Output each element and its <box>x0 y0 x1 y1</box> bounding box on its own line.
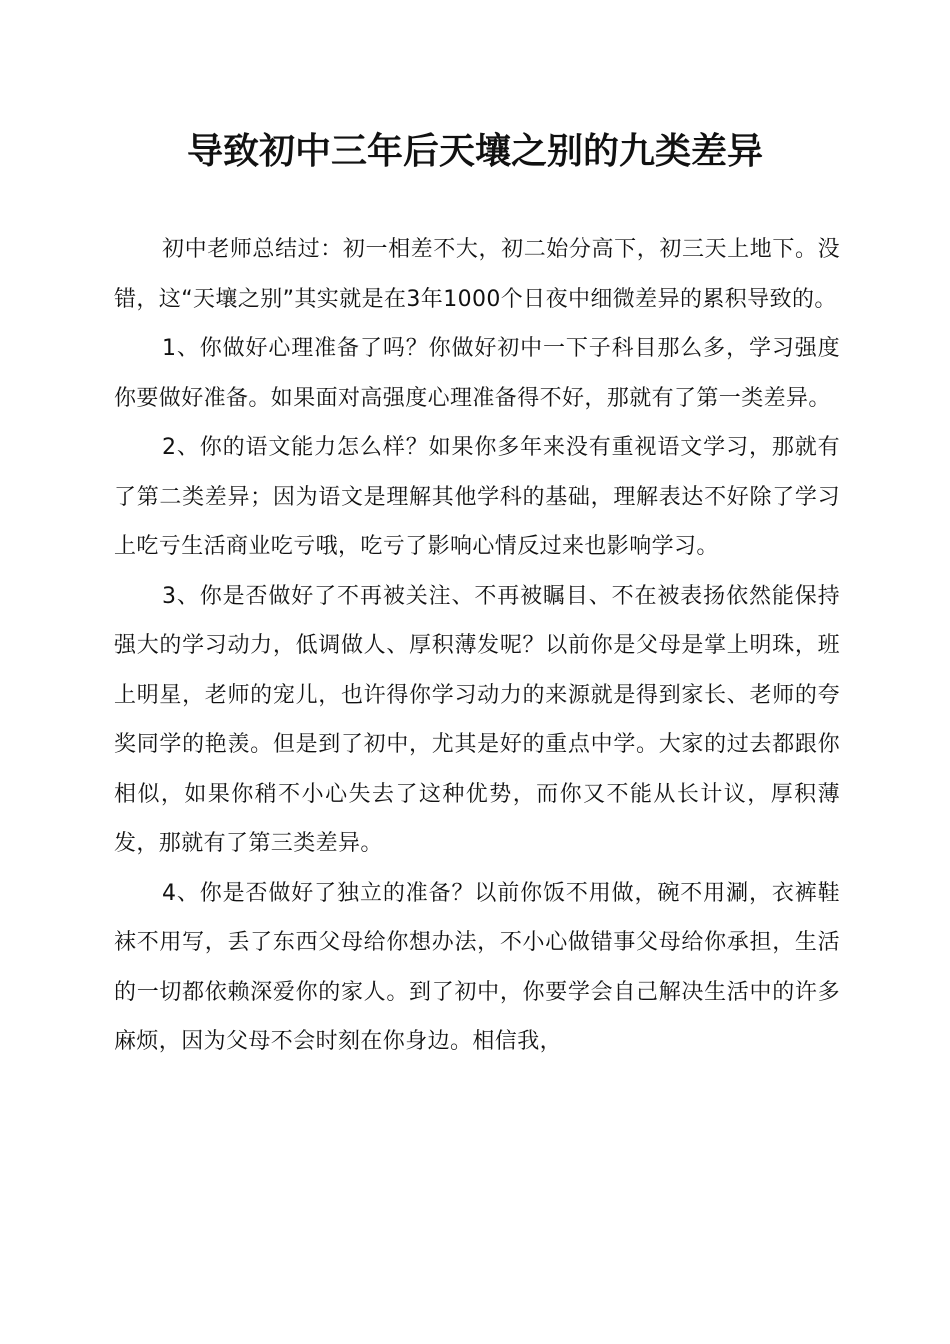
paragraph-intro: 初中老师总结过：初一相差不大，初二始分高下，初三天上地下。没错，这“天壤之别”其实就是在3年1000个日夜中细微差异的累积导致的。 <box>114 237 840 312</box>
paragraph-item-1: 1、你做好心理准备了吗？你做好初中一下子科目那么多，学习强度你要做好准备。如果面对高强度心理准备得不好，那就有了第一类差异。 <box>114 336 840 411</box>
document-title: 导致初中三年后天壤之别的九类差异 <box>186 131 763 172</box>
paragraph-item-4: 4、你是否做好了独立的准备？以前你饭不用做，碗不用涮，衣裤鞋袜不用写，丢了东西父母给你想办法，不小心做错事父母给你承担，生活的一切都依赖深爱你的家人。到了初中，你要学会自己解决生活中的许多麻烦，因为父母不会时刻在你身边。相信我， <box>114 880 840 1054</box>
paragraph-item-3: 3、你是否做好了不再被关注、不再被瞩目、不在被表扬依然能保持强大的学习动力，低调做人、厚积薄发呢？以前你是父母是掌上明珠，班上明星，老师的宠儿，也许得你学习动力的来源就是得到家长、老师的夸奖同学的艳羡。但是到了初中，尤其是好的重点中学。大家的过去都跟你相似，如果你稍不小心失去了这种优势，而你又不能从长计议，厚积薄发，那就有了第三类差异。 <box>114 583 840 856</box>
paragraph-item-2: 2、你的语文能力怎么样？如果你多年来没有重视语文学习，那就有了第二类差异；因为语文是理解其他学科的基础，理解表达不好除了学习上吃亏生活商业吃亏哦，吃亏了影响心情反过来也影响学习。 <box>114 435 840 559</box>
document-body <box>114 225 840 1067</box>
